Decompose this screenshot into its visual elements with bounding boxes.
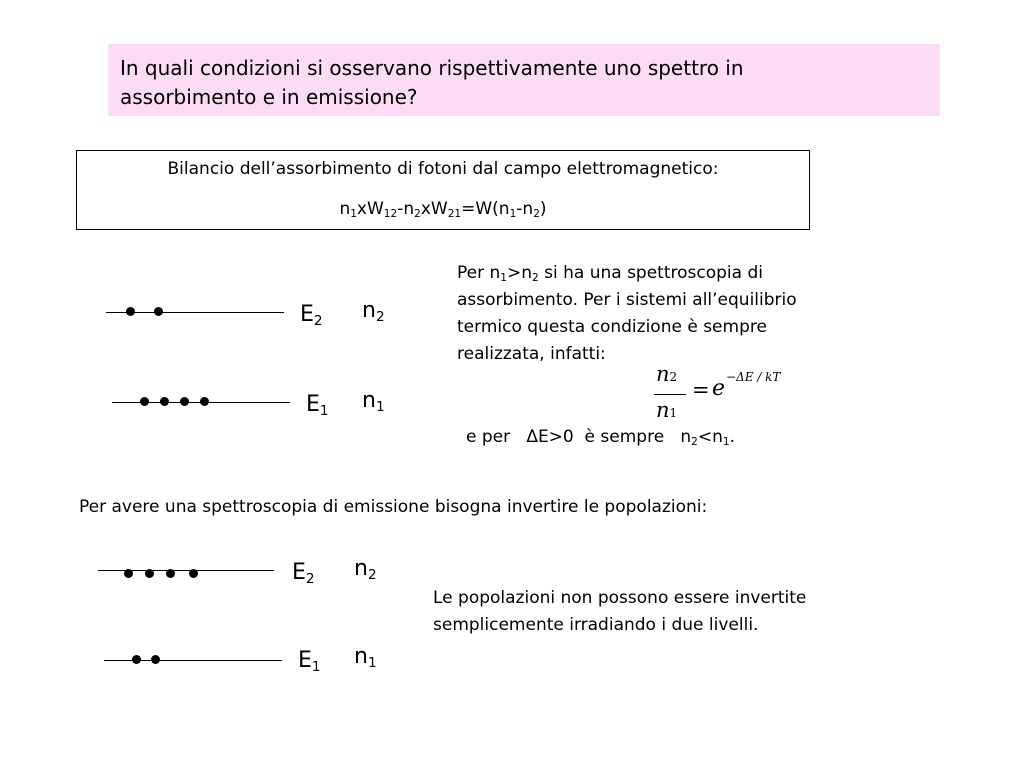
eq-part: xW	[420, 199, 448, 219]
text-part: si ha una spettroscopia di	[538, 263, 763, 283]
formula-e: e	[712, 376, 726, 401]
population-label-n1	[362, 388, 385, 416]
eq-part: -n	[397, 199, 415, 219]
question-line-2: assorbimento e in emissione?	[120, 85, 418, 109]
question-line-1: In quali condizioni si osservano rispettivamente uno spettro in	[120, 56, 744, 80]
population-dot	[151, 655, 160, 664]
population-subscript: 1	[367, 655, 377, 672]
population-dot	[124, 569, 133, 578]
population-dot	[189, 569, 198, 578]
energy-subscript: 1	[319, 403, 329, 420]
formula-sub: 1	[669, 406, 678, 420]
population-dot	[166, 569, 175, 578]
population-label-n2	[362, 298, 385, 326]
energy-subscript: 1	[311, 659, 321, 676]
energy-label-e2	[292, 560, 315, 588]
eq-sub: 21	[447, 208, 462, 221]
formula-equals: =	[692, 378, 710, 402]
absorption-text-line-1	[457, 260, 897, 287]
energy-level-line-lower	[104, 660, 282, 661]
energy-label-e2	[300, 302, 323, 330]
fraction-bar	[654, 394, 686, 395]
energy-symbol: E	[300, 302, 314, 327]
text-part: <n	[697, 427, 723, 447]
emission-note-line-1: Le popolazioni non possono essere invertite	[433, 588, 807, 608]
emission-note-line-2: semplicemente irradiando i due livelli.	[433, 615, 759, 635]
population-symbol: n	[362, 298, 376, 323]
text-part: >n	[506, 263, 533, 283]
absorption-text-line-4: realizzata, infatti:	[457, 344, 606, 364]
energy-symbol: E	[306, 392, 320, 417]
population-dot	[126, 307, 135, 316]
population-dot	[145, 569, 154, 578]
energy-label-e1	[306, 392, 329, 420]
eq-sub: 2	[533, 208, 540, 221]
population-symbol: n	[362, 388, 376, 413]
emission-note	[433, 585, 913, 639]
formula-numerator	[656, 362, 677, 386]
eq-sub: 12	[383, 208, 398, 221]
balance-box	[76, 150, 810, 230]
emission-intro: Per avere una spettroscopia di emissione bisogna invertire le popolazioni:	[79, 497, 708, 517]
population-subscript: 2	[367, 567, 377, 584]
energy-subscript: 2	[313, 313, 323, 330]
population-label-n2	[354, 556, 377, 584]
eq-part: xW	[356, 199, 384, 219]
energy-label-e1	[298, 648, 321, 676]
population-symbol: n	[354, 644, 368, 669]
absorption-conclusion	[466, 424, 735, 451]
text-sub: 1	[500, 272, 507, 285]
eq-part: -n	[516, 199, 534, 219]
eq-part: n	[339, 199, 351, 219]
question-box	[108, 44, 940, 116]
text-sub: 2	[691, 436, 698, 449]
eq-sub: 1	[509, 208, 517, 221]
population-label-n1	[354, 644, 377, 672]
boltzmann-formula	[652, 362, 792, 424]
population-dot	[160, 397, 169, 406]
formula-denominator	[656, 398, 677, 422]
population-dot	[180, 397, 189, 406]
formula-exponent: −ΔE / kT	[726, 370, 781, 384]
eq-sub: 2	[414, 208, 421, 221]
text-part: .	[729, 427, 735, 447]
population-dot	[140, 397, 149, 406]
energy-symbol: E	[292, 560, 306, 585]
absorption-text-line-2: assorbimento. Per i sistemi all’equilibrio	[457, 290, 797, 310]
text-part: Per n	[457, 263, 501, 283]
eq-part: =W(n	[461, 199, 510, 219]
text-sub: 2	[532, 272, 539, 285]
population-dot	[154, 307, 163, 316]
population-subscript: 1	[375, 399, 385, 416]
energy-subscript: 2	[305, 571, 315, 588]
eq-part: )	[539, 199, 547, 219]
population-dot	[132, 655, 141, 664]
text-sub: 1	[722, 436, 730, 449]
population-dot	[200, 397, 209, 406]
balance-equation	[77, 199, 809, 219]
energy-symbol: E	[298, 648, 312, 673]
population-subscript: 2	[375, 309, 385, 326]
formula-n: n	[656, 362, 670, 386]
formula-n: n	[656, 398, 670, 422]
balance-title: Bilancio dell’assorbimento di fotoni dal campo elettromagnetico:	[167, 159, 719, 179]
formula-sub: 2	[669, 370, 678, 384]
population-symbol: n	[354, 556, 368, 581]
text-part: e per ΔE>0 è sempre n	[466, 427, 692, 447]
eq-sub: 1	[350, 208, 357, 221]
absorption-text-line-3: termico questa condizione è sempre	[457, 317, 767, 337]
absorption-explanation	[457, 260, 897, 368]
